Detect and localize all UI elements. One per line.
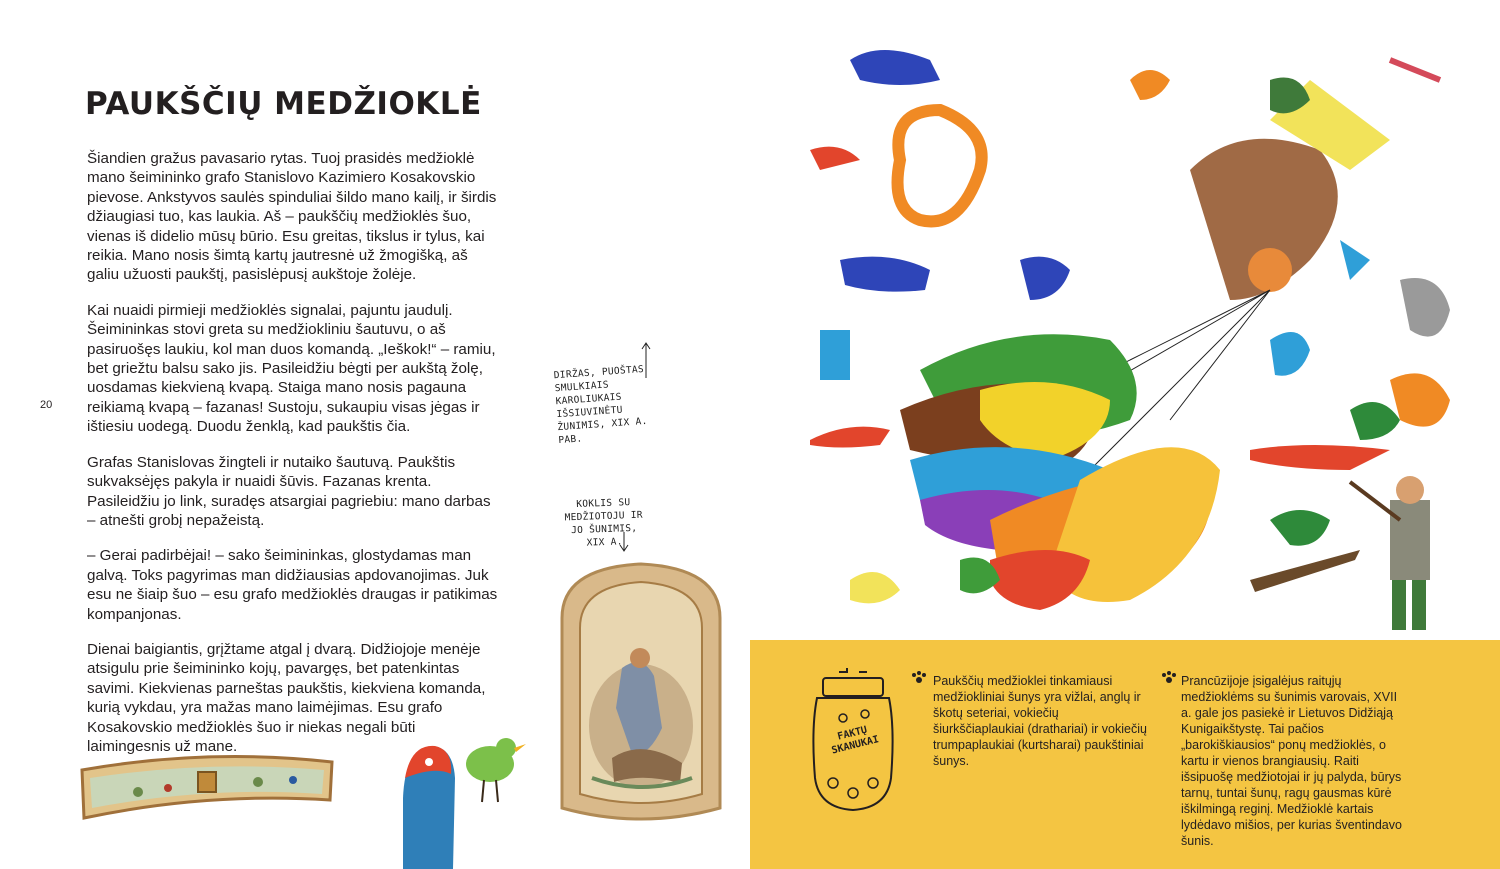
story-text — [87, 149, 502, 772]
story-paragraph-3: Grafas Stanislovas žingteli ir nutaiko šautuvą. Paukštis sukvaksėjęs pakyla ir nuaidi šūvis. Fazanas krenta. Pasileidžiu jo link, suradęs atsargiai pagriebiu: mano darbas – atnešti grobį nepažeistą. — [87, 453, 491, 529]
pheasant-neck-illustration — [395, 738, 465, 869]
green-bird-illustration — [458, 728, 528, 808]
facts-panel — [750, 640, 1500, 869]
arrow-up-icon — [640, 340, 652, 380]
fact-text-1: Paukščių medžioklei tinkamiausi medžiokliniai šunys yra vižlai, anglų ir škotų seteriai, vokiečių šiurkščiaplaukiai (drathariai) ir vokiečių trumpaplaukiai (kurtsharai) paukštiniai šunys. — [933, 674, 1147, 768]
belt-caption: DIRŽAS, PUOŠTAS SMULKIAIS KAROLIUKAIS IŠSIUVINĖTU ŽUNIMIS, XIX A. PAB. — [553, 363, 648, 447]
tile-caption: KOKLIS SU MEDŽIOTOJU IR JO ŠUNIMIS, XIX A. — [564, 497, 644, 549]
hunting-dogs-illustration — [750, 0, 1500, 640]
story-paragraph-2: Kai nuaidi pirmieji medžioklės signalai, pajuntu jaudulį. Šeimininkas stovi greta su medžiokliniu šautuvu, o aš pasiruošęs laukiu, kol man duos komandą. „Ieškok!“ – ramiu, bet griežtu balsu sako jis. Pasileidžiu bėgti per aukštą žolę, uosdamas kiekvieną kvapą. Staiga mano nosis pagauna reikiamą kvapą – fazanas! Sustoju, sukaupiu visas jėgas ir ištiesiu uodegą. Duodu ženklą, kad paukštis čia. — [87, 301, 496, 436]
page-title: PAUKŠČIŲ MEDŽIOKLĖ — [85, 86, 482, 122]
fact-text-2: Prancūzijoje įsigalėjus raitųjų medžioklėms su šunimis varovais, XVII a. gale jos pasiekė ir Lietuvos Didžiąją Kunigaikštystę. Tai pačios „barokiškiausios“ ponų medžioklės, o kartu ir vienos brangiausių. Raiti išsipuošę medžiotojai ir jų palyda, būrys tarnų, tuntai šunų, ragų gausmas kūrė iškilmingą reginį. Medžioklė kartais lydėdavo mišios, per kurias šventindavo šunis. — [1181, 674, 1402, 848]
story-paragraph-4: – Gerai padirbėjai! – sako šeimininkas, glostydamas man galvą. Toks pagyrimas man didžiausias apdovanojimas. Juk esu ne šiaip šuo – esu grafo medžioklės draugas ir patikimas kompanjonas. — [87, 547, 498, 623]
right-page — [750, 0, 1500, 869]
story-paragraph-1: Šiandien gražus pavasario rytas. Tuoj prasidės medžioklė mano šeimininko grafo Stanislovo Kazimiero Kosakovskio pievose. Ankstyvos saulės spinduliai šildo mano kailį, ir širdis džiaugiasi tuo, kas laukia. Aš – paukščių medžioklės šuo, vienas iš didelio mūsų būrio. Esu greitas, tikslus ir tylus, kai reikia. Mano nosis šimtą kartų jautresnė už žmogišką, aš galiu užuosti paukštį, pasislėpusį aukštoje žolėje. — [87, 150, 497, 284]
jar-label: FAKTŲ SKANUKAI — [830, 724, 881, 757]
paw-bullet-icon — [910, 671, 928, 685]
hunter-tile-illustration — [552, 558, 730, 828]
paw-bullet-icon — [1160, 671, 1178, 685]
story-paragraph-5: Dienai baigiantis, grįžtame atgal į dvarą. Didžiojoje menėje atsigulu prie šeimininko kojų, pavargęs, bet patenkintas savimi. Kiekvienas parneštas paukštis, kiekviena komanda, kurią vykdau, yra mažas mano laimėjimas. Esu grafo Kosakovskio medžioklės šuo ir niekas negali būti laimingesnis už mane. — [87, 640, 486, 755]
arrow-down-icon — [618, 530, 630, 552]
page-number: 20 — [40, 399, 53, 411]
embroidered-belt-illustration — [78, 748, 336, 826]
